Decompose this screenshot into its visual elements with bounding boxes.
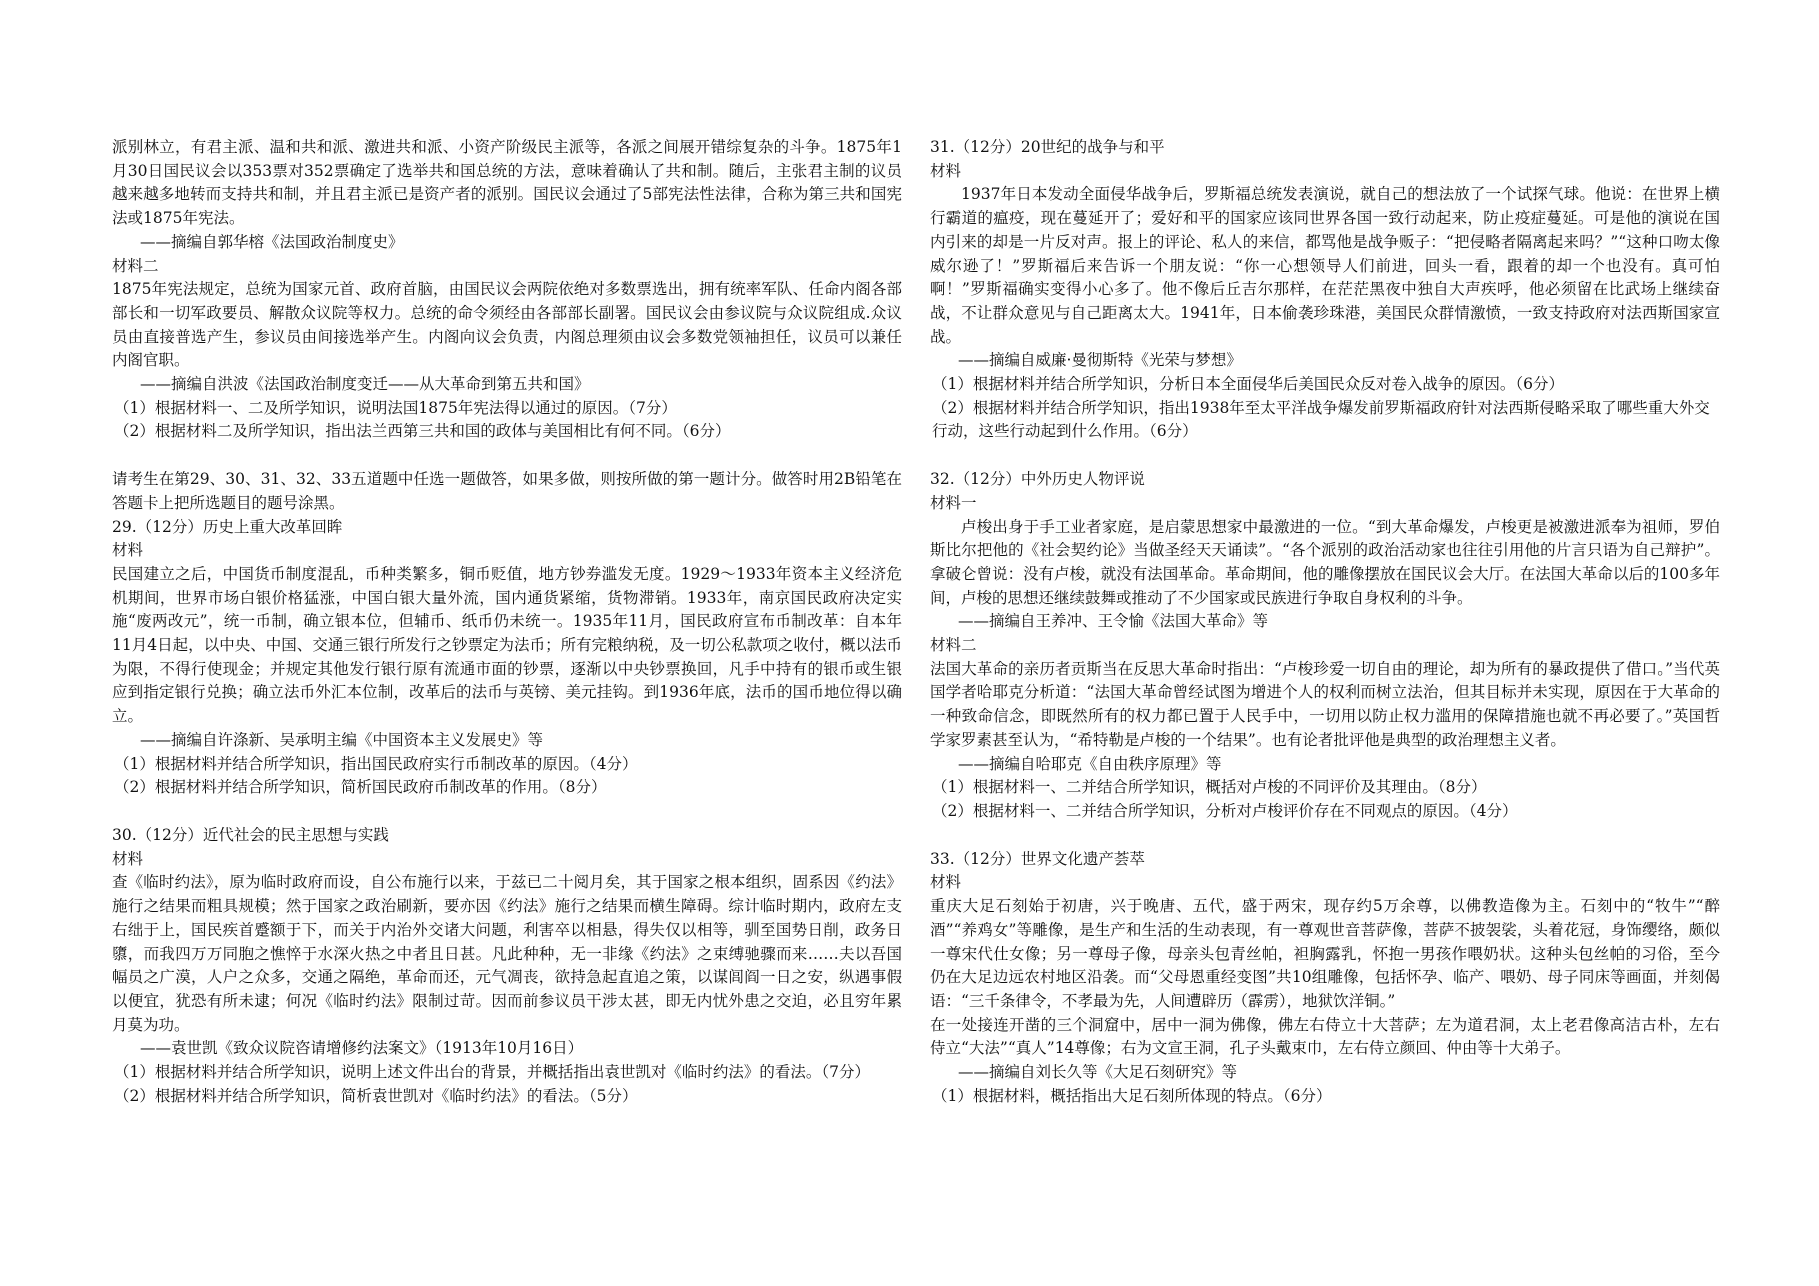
- question-item: （1）根据材料，概括指出大足石刻所体现的特点。（6分）: [932, 1086, 1332, 1105]
- paragraph-top: 派别林立，有君主派、温和共和派、激进共和派、小资产阶级民主派等，各派之间展开错综复杂的斗争。1875年1月30日国民议会以353票对352票确定了选举共和国总统的方法，意味着确认了共和制。随后，主张君主制的议员越来越多地转而支持共和制，并且君主派已是资产者的派别。国民议会通过了5部宪法性法律，合称为第三共和国宪法或1875年宪法。: [112, 138, 902, 228]
- material-text: 1875年宪法规定，总统为国家元首、政府首脑，由国民议会两院依绝对多数票选出，拥有统率军队、任命内阁各部部长和一切军政要员、解散众议院等权力。总统的命令须经由各部部长副署。国民议会由参议院与众议院组成.众议员由直接普选产生，参议员由间接选举产生。内阁向议会负责，内阁总理须由议会多数党领袖担任，议员可以兼任内阁官职。: [112, 280, 902, 370]
- right-column: [930, 136, 1720, 1108]
- source-citation: ——摘编自许涤新、吴承明主编《中国资本主义发展史》等: [140, 730, 544, 749]
- material-text: 民国建立之后，中国货币制度混乱，币种类繁多，铜币贬值，地方钞券滥发无度。1929～1933年资本主义经济危机期间，世界市场白银价格猛涨，中国白银大量外流，国内通货紧缩，货物滞销。1933年，南京国民政府决定实施“废两改元”，统一币制，确立银本位，但辅币、纸币仍未统一。1935年11月，国民政府宣布币制改革：自本年11月4日起，以中央、中国、交通三银行所发行之钞票定为法币；所有完粮纳税，及一切公私款项之收付，概以法币为限，不得行使现金；并规定其他发行银行原有流通市面的钞票，逐渐以中央钞票换回，凡手中持有的银币或生银应到指定银行兑换；确立法币外汇本位制，改革后的法币与英镑、美元挂钩。到1936年底，法币的国币地位得以确立。: [112, 564, 902, 726]
- material-label: 材料: [930, 873, 962, 892]
- material-label: 材料二: [930, 636, 977, 655]
- question-item: （1）根据材料一、二及所学知识，说明法国1875年宪法得以通过的原因。（7分）: [114, 398, 677, 417]
- question-item: （1）根据材料一、二并结合所学知识，概括对卢梭的不同评价及其理由。（8分）: [932, 778, 1487, 797]
- material-label: 材料: [112, 541, 144, 560]
- material-text: 在一处接连开凿的三个洞窟中，居中一洞为佛像，佛左右侍立十大菩萨；左为道君洞，太上老君像高洁古朴，左右侍立“大法”“真人”14尊像；右为文宣王洞，孔子头戴束巾，左右侍立颜回、仲由等十大弟子。: [930, 1015, 1720, 1058]
- left-column: [112, 136, 902, 1108]
- question-item: （2）根据材料并结合所学知识，指出1938年至太平洋战争爆发前罗斯福政府针对法西斯侵略采取了哪些重大外交行动，这些行动起到什么作用。（6分）: [932, 398, 1710, 441]
- source-citation: ——摘编自哈耶克《自由秩序原理》等: [958, 754, 1222, 773]
- material-text: 1937年日本发动全面侵华战争后，罗斯福总统发表演说，就自己的想法放了一个试探气球。他说：在世界上横行霸道的瘟疫，现在蔓延开了；爱好和平的国家应该同世界各国一致行动起来，防止疫症蔓延。可是他的演说在国内引来的却是一片反对声。报上的评论、私人的来信，都骂他是战争贩子：“把侵略者隔离起来吗？”“这种口吻太像威尔逊了！”罗斯福后来告诉一个朋友说：“你一心想领导人们前进，回头一看，跟着的却一个也没有。真可怕啊！”罗斯福确实变得小心多了。他不像后丘吉尔那样，在茫茫黑夜中独自大声疾呼，他必须留在比武场上继续奋战，不让群众意见与自己距离太大。1941年，日本偷袭珍珠港，美国民众群情激愤，一致支持政府对法西斯国家宣战。: [930, 185, 1720, 346]
- question-item: （2）根据材料并结合所学知识，简析国民政府币制改革的作用。（8分）: [114, 778, 607, 797]
- source-citation: ——摘编自郭华榕《法国政治制度史》: [140, 232, 404, 251]
- source-citation: ——摘编自威廉·曼彻斯特《光荣与梦想》: [958, 351, 1242, 370]
- question-title-33: 33.（12分）世界文化遗产荟萃: [930, 849, 1145, 868]
- question-title-32: 32.（12分）中外历史人物评说: [930, 470, 1145, 489]
- source-citation: ——摘编自王养冲、王令愉《法国大革命》等: [958, 612, 1269, 631]
- question-item: （1）根据材料并结合所学知识，分析日本全面侵华后美国民众反对卷入战争的原因。（6分）: [932, 375, 1564, 394]
- material-label: 材料: [112, 849, 144, 868]
- source-citation: ——摘编自刘长久等《大足石刻研究》等: [958, 1063, 1238, 1082]
- source-citation: ——摘编自洪波《法国政治制度变迁——从大革命到第五共和国》: [140, 375, 590, 394]
- material-label: 材料: [930, 161, 962, 180]
- question-title-30: 30.（12分）近代社会的民主思想与实践: [112, 825, 389, 844]
- question-item: （1）根据材料并结合所学知识，指出国民政府实行币制改革的原因。（4分）: [114, 754, 638, 773]
- question-item: （1）根据材料并结合所学知识，说明上述文件出台的背景，并概括指出袁世凯对《临时约法》的看法。（7分）: [114, 1063, 870, 1082]
- material-label: 材料二: [112, 256, 159, 275]
- instruction-text: 请考生在第29、30、31、32、33五道题中任选一题做答，如果多做，则按所做的第一题计分。做答时用2B铅笔在答题卡上把所选题目的题号涂黑。: [112, 470, 902, 512]
- question-item: （2）根据材料一、二并结合所学知识，分析对卢梭评价存在不同观点的原因。（4分）: [932, 801, 1518, 820]
- question-item: （2）根据材料并结合所学知识，简析袁世凯对《临时约法》的看法。（5分）: [114, 1086, 638, 1105]
- material-text: 法国大革命的亲历者贡斯当在反思大革命时指出：“卢梭珍爱一切自由的理论，却为所有的暴政提供了借口。”当代英国学者哈耶克分析道：“法国大革命曾经试图为增进个人的权利而树立法治，但其目标并未实现，原因在于大革命的一种致命信念，即既然所有的权力都已置于人民手中，一切用以防止权力滥用的保障措施也就不再必要了。”英国哲学家罗素甚至认为，“希特勒是卢梭的一个结果”。也有论者批评他是典型的政治理想主义者。: [930, 659, 1720, 749]
- material-text: 查《临时约法》，原为临时政府而设，自公布施行以来，于兹已二十阅月矣，其于国家之根本组织，固系因《约法》施行之结果而粗具规模；然于国家之政治刷新，要亦因《约法》施行之结果而横生障碍。综计临时期内，政府左支右绌于上，国民疾首蹙额于下，而关于内治外交诸大问题，利害卒以相悬，得失仅以相等，驯至国势日削，政务日隳，而我四万万同胞之憔悴于水深火热之中者且日甚。凡此种种，无一非缘《约法》之束缚驰骤而来……夫以吾国幅员之广漠，人户之众多，交通之隔绝，革命而还，元气凋丧，欲持急起直追之策，以谋闾阎一日之安，纵遇事假以便宜，犹恐有所未逮；何况《临时约法》限制过苛。因而前参议员干涉太甚，即无内忧外患之交迫，必且穷年累月莫为功。: [112, 873, 902, 1034]
- material-text: 重庆大足石刻始于初唐，兴于晚唐、五代，盛于两宋，现存约5万余尊，以佛教造像为主。石刻中的“牧牛”“醉酒”“养鸡女”等雕像，是生产和生活的生动表现，有一尊观世音菩萨像，菩萨不披袈裟，头着花冠，身饰缨络，颇似一尊宋代仕女像；另一尊母子像，母亲头包青丝帕，袒胸露乳，怀抱一男孩作喂奶状。这种头包丝帕的习俗，至今仍在大足边远农村地区沿袭。而“父母恩重经变图”共10组雕像，包括怀孕、临产、喂奶、母子同床等画面，并刻偈语：“三千条律令，不孝最为先，人间遭辟历（霹雳），地狱饮洋铜。”: [930, 897, 1720, 1010]
- question-title-31: 31.（12分）20世纪的战争与和平: [930, 138, 1165, 156]
- source-citation: ——袁世凯《致众议院咨请增修约法案文》（1913年10月16日）: [140, 1039, 584, 1058]
- material-text: 卢梭出身于手工业者家庭，是启蒙思想家中最激进的一位。“到大革命爆发，卢梭更是被激进派奉为祖师，罗伯斯比尔把他的《社会契约论》当做圣经天天诵读”。“各个派别的政治活动家也往往引用他的片言只语为自己辩护”。拿破仑曾说：没有卢梭，就没有法国革命。革命期间，他的雕像摆放在国民议会大厅。在法国大革命以后的100多年间，卢梭的思想还继续鼓舞或推动了不少国家或民族进行争取自身权利的斗争。: [930, 517, 1720, 607]
- question-item: （2）根据材料二及所学知识，指出法兰西第三共和国的政体与美国相比有何不同。（6分）: [114, 422, 731, 441]
- question-title-29: 29.（12分）历史上重大改革回眸: [112, 517, 343, 536]
- material-label: 材料一: [930, 493, 977, 512]
